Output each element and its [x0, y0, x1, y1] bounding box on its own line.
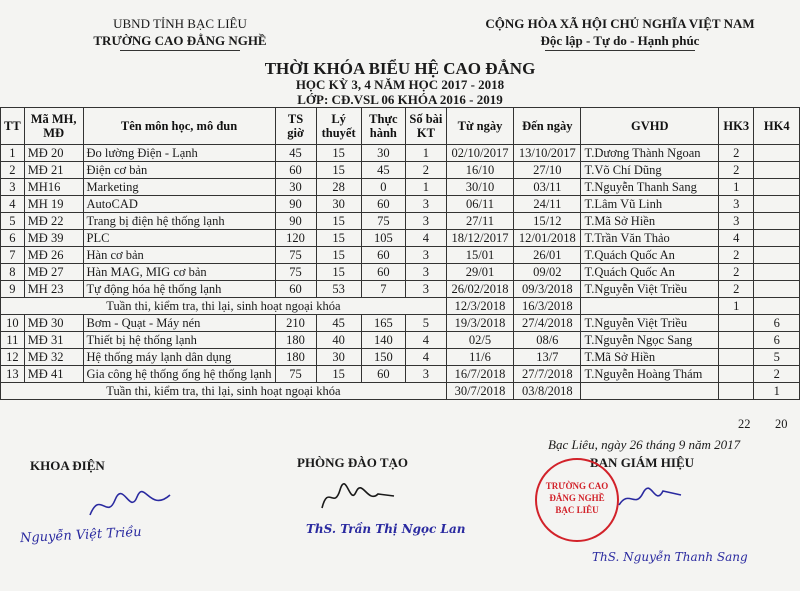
cell-theory: 45: [316, 315, 361, 332]
cell-teacher: T.Mã Sở Hiền: [581, 349, 719, 366]
cell-code: MĐ 21: [24, 162, 83, 179]
cell-hk4: [754, 145, 800, 162]
cell-to: 27/4/2018: [514, 315, 581, 332]
signature-left: Nguyễn Việt Triều: [19, 524, 143, 547]
class-line: LỚP: CĐ.VSL 06 KHÓA 2016 - 2019: [297, 92, 503, 107]
cell-hk4: 2: [754, 366, 800, 383]
cell-from: 15/01: [446, 247, 513, 264]
cell-name: Gia công hệ thống ống hệ thống lạnh: [83, 366, 275, 383]
cell-code: MH 19: [24, 196, 83, 213]
cell-teacher: T.Nguyễn Việt Triều: [581, 315, 719, 332]
signature-mid: ThS. Trần Thị Ngọc Lan: [306, 522, 466, 536]
cell-hk3: [719, 315, 754, 332]
org-name: UBND TỈNH BẠC LIÊU: [113, 16, 247, 31]
cell-teacher: T.Quách Quốc An: [581, 247, 719, 264]
semester-line: HỌC KỲ 3, 4 NĂM HỌC 2017 - 2018: [295, 77, 505, 92]
cell-tests: 5: [405, 315, 446, 332]
cell-practice: 60: [361, 264, 405, 281]
cell-name: Hàn cơ bản: [83, 247, 275, 264]
cell-hk4: [754, 196, 800, 213]
cell-code: MĐ 27: [24, 264, 83, 281]
cell-to: 09/3/2018: [514, 281, 581, 298]
cell-tt: 11: [1, 332, 25, 349]
total-hk3: 22: [738, 417, 751, 431]
faculty-title: KHOA ĐIỆN: [30, 458, 105, 473]
nation-motto: Độc lập - Tự do - Hạnh phúc: [540, 33, 700, 48]
cell-teacher: T.Lâm Vũ Linh: [581, 196, 719, 213]
cell-from: 11/6: [446, 349, 513, 366]
cell-from: 29/01: [446, 264, 513, 281]
exam-from: 12/3/2018: [446, 298, 513, 315]
col-header-from: Từ ngày: [446, 108, 513, 145]
cell-teacher: T.Nguyễn Ngọc Sang: [581, 332, 719, 349]
cell-practice: 150: [361, 349, 405, 366]
cell-tests: 4: [405, 349, 446, 366]
cell-to: 08/6: [514, 332, 581, 349]
cell-tt: 1: [1, 145, 25, 162]
exam-teacher: [581, 298, 719, 315]
cell-hk3: [719, 349, 754, 366]
cell-theory: 15: [316, 230, 361, 247]
cell-theory: 15: [316, 247, 361, 264]
cell-hk3: [719, 332, 754, 349]
col-header-to: Đến ngày: [514, 108, 581, 145]
cell-tt: 8: [1, 264, 25, 281]
cell-total: 60: [275, 162, 316, 179]
table-row: [1, 247, 800, 264]
exam-label: Tuần thi, kiểm tra, thi lại, sinh hoạt ngoại khóa: [1, 383, 447, 400]
cell-tt: 10: [1, 315, 25, 332]
cell-to: 27/10: [514, 162, 581, 179]
timetable: [0, 107, 800, 400]
cell-total: 90: [275, 196, 316, 213]
cell-hk3: 3: [719, 213, 754, 230]
cell-code: MĐ 31: [24, 332, 83, 349]
cell-tests: 2: [405, 162, 446, 179]
exam-hk3: 1: [719, 298, 754, 315]
cell-theory: 15: [316, 145, 361, 162]
col-header-teacher: GVHD: [581, 108, 719, 145]
table-body-hk3: [1, 145, 800, 298]
cell-practice: 60: [361, 247, 405, 264]
cell-hk3: 2: [719, 281, 754, 298]
cell-from: 16/10: [446, 162, 513, 179]
table-row: [1, 230, 800, 247]
cell-hk3: 2: [719, 162, 754, 179]
cell-to: 13/7: [514, 349, 581, 366]
table-row: [1, 366, 800, 383]
cell-theory: 40: [316, 332, 361, 349]
exam-row: [1, 383, 800, 400]
cell-hk3: 4: [719, 230, 754, 247]
cell-tests: 1: [405, 145, 446, 162]
cell-total: 120: [275, 230, 316, 247]
cell-tests: 3: [405, 196, 446, 213]
cell-tests: 4: [405, 230, 446, 247]
cell-practice: 75: [361, 213, 405, 230]
cell-total: 75: [275, 264, 316, 281]
table-row: [1, 145, 800, 162]
cell-theory: 15: [316, 213, 361, 230]
cell-hk3: 2: [719, 247, 754, 264]
table-row: [1, 264, 800, 281]
table-row: [1, 349, 800, 366]
header-underline-right: [545, 50, 695, 51]
cell-practice: 45: [361, 162, 405, 179]
cell-tt: 2: [1, 162, 25, 179]
table-header-row: [1, 108, 800, 145]
cell-name: PLC: [83, 230, 275, 247]
cell-hk4: [754, 247, 800, 264]
cell-teacher: T.Trần Văn Thảo: [581, 230, 719, 247]
cell-from: 27/11: [446, 213, 513, 230]
nation-title: CỘNG HÒA XÃ HỘI CHỦ NGHĨA VIỆT NAM: [485, 16, 755, 31]
cell-practice: 7: [361, 281, 405, 298]
cell-name: Hàn MAG, MIG cơ bản: [83, 264, 275, 281]
table-row: [1, 315, 800, 332]
exam-to: 16/3/2018: [514, 298, 581, 315]
cell-hk4: [754, 230, 800, 247]
cell-from: 30/10: [446, 179, 513, 196]
cell-tt: 13: [1, 366, 25, 383]
cell-teacher: T.Mã Sở Hiền: [581, 213, 719, 230]
cell-practice: 105: [361, 230, 405, 247]
cell-practice: 140: [361, 332, 405, 349]
cell-teacher: T.Nguyễn Thanh Sang: [581, 179, 719, 196]
exam-label: Tuần thi, kiểm tra, thi lại, sinh hoạt ngoại khóa: [1, 298, 447, 315]
cell-total: 75: [275, 247, 316, 264]
cell-code: MĐ 39: [24, 230, 83, 247]
table-row: [1, 196, 800, 213]
cell-name: Tự động hóa hệ thống lạnh: [83, 281, 275, 298]
official-stamp: [535, 458, 619, 542]
cell-hk4: [754, 264, 800, 281]
cell-practice: 165: [361, 315, 405, 332]
cell-to: 13/10/2017: [514, 145, 581, 162]
cell-teacher: T.Võ Chí Dũng: [581, 162, 719, 179]
col-header-practice: Thực hành: [361, 108, 405, 145]
exam-teacher: [581, 383, 719, 400]
cell-teacher: T.Nguyễn Hoàng Thám: [581, 366, 719, 383]
school-name: TRƯỜNG CAO ĐẲNG NGHỀ: [93, 33, 267, 48]
cell-tt: 6: [1, 230, 25, 247]
cell-from: 16/7/2018: [446, 366, 513, 383]
cell-tests: 3: [405, 281, 446, 298]
cell-teacher: T.Dương Thành Ngoan: [581, 145, 719, 162]
cell-hk3: 1: [719, 179, 754, 196]
cell-hk3: 2: [719, 145, 754, 162]
board-title: BAN GIÁM HIỆU: [590, 455, 695, 470]
cell-tt: 12: [1, 349, 25, 366]
exam-to: 03/8/2018: [514, 383, 581, 400]
cell-hk3: [719, 366, 754, 383]
header-underline-left: [120, 50, 240, 51]
cell-practice: 60: [361, 366, 405, 383]
cell-name: Hệ thống máy lạnh dân dụng: [83, 349, 275, 366]
cell-tt: 7: [1, 247, 25, 264]
cell-total: 210: [275, 315, 316, 332]
cell-tests: 3: [405, 247, 446, 264]
cell-tests: 3: [405, 213, 446, 230]
table-body-hk4: [1, 315, 800, 383]
col-header-code: Mã MH, MĐ: [24, 108, 83, 145]
cell-hk4: 6: [754, 332, 800, 349]
cell-to: 12/01/2018: [514, 230, 581, 247]
signature-mid-mark: [318, 480, 398, 516]
cell-theory: 15: [316, 162, 361, 179]
exam-hk4: 1: [754, 383, 800, 400]
cell-from: 26/02/2018: [446, 281, 513, 298]
exam-from: 30/7/2018: [446, 383, 513, 400]
exam-row-group-1: [1, 298, 800, 315]
cell-theory: 53: [316, 281, 361, 298]
signature-right: ThS. Nguyễn Thanh Sang: [592, 550, 748, 564]
table-row: [1, 162, 800, 179]
col-header-tt: TT: [1, 108, 25, 145]
cell-tests: 4: [405, 332, 446, 349]
cell-name: Thiết bị hệ thống lạnh: [83, 332, 275, 349]
col-header-hk4: HK4: [754, 108, 800, 145]
cell-to: 24/11: [514, 196, 581, 213]
cell-from: 18/12/2017: [446, 230, 513, 247]
cell-practice: 0: [361, 179, 405, 196]
cell-to: 27/7/2018: [514, 366, 581, 383]
cell-teacher: T.Nguyễn Việt Triều: [581, 281, 719, 298]
col-header-name: Tên môn học, mô đun: [83, 108, 275, 145]
cell-code: MĐ 22: [24, 213, 83, 230]
cell-to: 09/02: [514, 264, 581, 281]
cell-hk4: [754, 179, 800, 196]
cell-total: 45: [275, 145, 316, 162]
cell-total: 90: [275, 213, 316, 230]
cell-hk4: 5: [754, 349, 800, 366]
cell-code: MĐ 32: [24, 349, 83, 366]
cell-total: 180: [275, 332, 316, 349]
cell-theory: 30: [316, 349, 361, 366]
cell-code: MH16: [24, 179, 83, 196]
cell-tests: 3: [405, 264, 446, 281]
cell-theory: 30: [316, 196, 361, 213]
cell-name: Điện cơ bản: [83, 162, 275, 179]
cell-name: Trang bị điện hệ thống lạnh: [83, 213, 275, 230]
cell-tt: 4: [1, 196, 25, 213]
cell-total: 30: [275, 179, 316, 196]
cell-hk3: 3: [719, 196, 754, 213]
cell-code: MĐ 26: [24, 247, 83, 264]
exam-row-group-2: [1, 383, 800, 400]
col-header-theory: Lý thuyết: [316, 108, 361, 145]
cell-teacher: T.Quách Quốc An: [581, 264, 719, 281]
cell-name: Đo lường Điện - Lạnh: [83, 145, 275, 162]
exam-hk3: [719, 383, 754, 400]
cell-tests: 3: [405, 366, 446, 383]
exam-row: [1, 298, 800, 315]
cell-hk4: 6: [754, 315, 800, 332]
cell-hk4: [754, 281, 800, 298]
training-office-title: PHÒNG ĐÀO TẠO: [297, 455, 408, 470]
table-row: [1, 281, 800, 298]
cell-theory: 28: [316, 179, 361, 196]
cell-tt: 5: [1, 213, 25, 230]
cell-from: 02/5: [446, 332, 513, 349]
cell-theory: 15: [316, 366, 361, 383]
cell-total: 60: [275, 281, 316, 298]
cell-code: MĐ 30: [24, 315, 83, 332]
cell-code: MĐ 41: [24, 366, 83, 383]
cell-name: AutoCAD: [83, 196, 275, 213]
cell-name: Marketing: [83, 179, 275, 196]
cell-to: 15/12: [514, 213, 581, 230]
exam-hk4: [754, 298, 800, 315]
cell-tests: 1: [405, 179, 446, 196]
col-header-tests: Số bài KT: [405, 108, 446, 145]
cell-from: 06/11: [446, 196, 513, 213]
cell-practice: 30: [361, 145, 405, 162]
total-hk4: 20: [775, 417, 788, 431]
cell-name: Bơm - Quạt - Máy nén: [83, 315, 275, 332]
cell-hk4: [754, 213, 800, 230]
page-title: THỜI KHÓA BIỂU HỆ CAO ĐẲNG: [264, 59, 536, 78]
cell-to: 26/01: [514, 247, 581, 264]
cell-hk3: 2: [719, 264, 754, 281]
date-line: Bạc Liêu, ngày 26 tháng 9 năm 2017: [548, 437, 741, 452]
cell-code: MĐ 20: [24, 145, 83, 162]
cell-from: 19/3/2018: [446, 315, 513, 332]
table-row: [1, 332, 800, 349]
table-row: [1, 213, 800, 230]
cell-tt: 9: [1, 281, 25, 298]
col-header-total: TS giờ: [275, 108, 316, 145]
stamp-text: TRƯỜNG CAO ĐẲNG NGHỀ BẠC LIÊU: [545, 481, 609, 515]
cell-total: 180: [275, 349, 316, 366]
cell-tt: 3: [1, 179, 25, 196]
table-row: [1, 179, 800, 196]
cell-to: 03/11: [514, 179, 581, 196]
cell-theory: 15: [316, 264, 361, 281]
cell-total: 75: [275, 366, 316, 383]
cell-hk4: [754, 162, 800, 179]
signature-right-mark: [615, 483, 685, 513]
cell-code: MH 23: [24, 281, 83, 298]
cell-from: 02/10/2017: [446, 145, 513, 162]
signature-left-mark: [85, 485, 175, 525]
col-header-hk3: HK3: [719, 108, 754, 145]
cell-practice: 60: [361, 196, 405, 213]
